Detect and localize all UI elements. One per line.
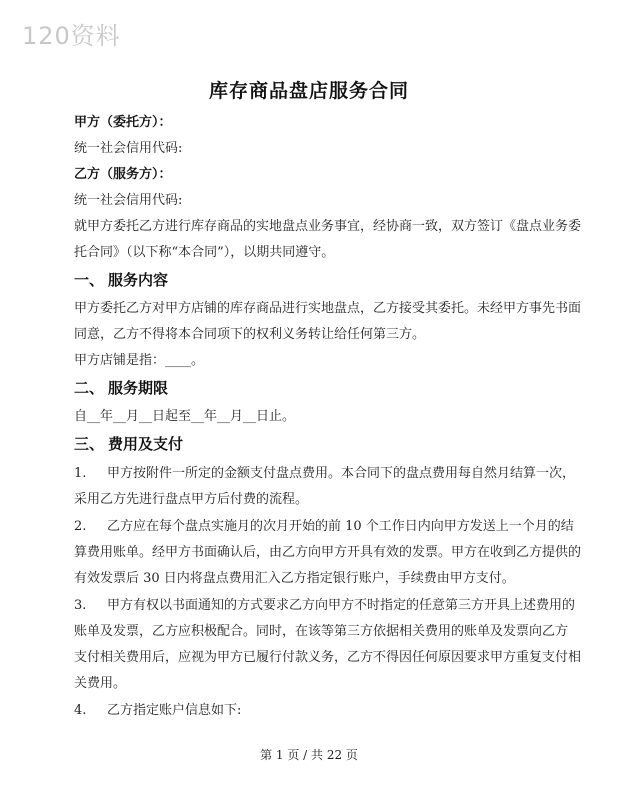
section-number: 三、 bbox=[74, 435, 105, 453]
fee-item-4 bbox=[74, 698, 554, 723]
fee-item-3-continued: 支付相关费用后，应视为甲方已履行付款义务，乙方不得因任何原因要求甲方重复支付相 bbox=[74, 650, 582, 665]
item-text: 甲方按附件一所定的金额支付盘点费用。本合同下的盘点费用每自然月结算一次， bbox=[107, 466, 576, 481]
intro-line: 就甲方委托乙方进行库存商品的实地盘点业务事宜，经协商一致，双方签订《盘点业务委 bbox=[74, 219, 582, 234]
item-text: 甲方有权以书面通知的方式要求乙方向甲方不时指定的任意第三方开具上述费用的 bbox=[107, 598, 576, 613]
section-number: 一、 bbox=[74, 271, 105, 289]
section-heading-service-content bbox=[74, 268, 554, 293]
party-a-credit-code: 统一社会信用代码: bbox=[74, 141, 183, 156]
section-title: 服务期限 bbox=[108, 379, 169, 397]
party-b-label: 乙方（服务方）： bbox=[74, 167, 172, 182]
intro-line: 托合同》（以下称“本合同”），以期共同遵守。 bbox=[74, 245, 335, 260]
watermark: 120资料 bbox=[22, 22, 121, 50]
section-1-line: 同意，乙方不得将本合同项下的权利义务转让给任何第三方。 bbox=[74, 327, 426, 342]
fee-item-3 bbox=[74, 593, 576, 618]
fee-item-1 bbox=[74, 461, 576, 486]
fee-item-3-continued: 关费用。 bbox=[74, 676, 127, 691]
fee-item-1-continued: 采用乙方先进行盘点甲方后付费的流程。 bbox=[74, 492, 309, 507]
fee-item-2-continued: 算费用账单。经甲方书面确认后，由乙方向甲方开具有效的发票。甲方在收到乙方提供的 bbox=[74, 545, 582, 560]
section-heading-service-term bbox=[74, 376, 554, 401]
item-number: 2. bbox=[74, 519, 87, 534]
section-number: 二、 bbox=[74, 379, 105, 397]
item-number: 3. bbox=[74, 598, 87, 613]
item-text: 乙方应在每个盘点实施月的次月开始的前 10 个工作日内向甲方发送上一个月的结 bbox=[107, 519, 574, 534]
item-text: 乙方指定账户信息如下: bbox=[107, 703, 242, 718]
fee-item-2 bbox=[74, 514, 574, 539]
party-b-credit-code: 统一社会信用代码: bbox=[74, 193, 183, 208]
section-title: 服务内容 bbox=[108, 271, 169, 289]
section-1-store-field: 甲方店铺是指：____。 bbox=[74, 353, 205, 368]
page-footer: 第 1 页 / 共 22 页 bbox=[260, 748, 358, 762]
fee-item-3-continued: 账单及发票，乙方应积极配合。同时，在该等第三方依据相关费用的账单及发票向乙方 bbox=[74, 624, 569, 639]
section-title: 费用及支付 bbox=[108, 435, 184, 453]
contract-title: 库存商品盘店服务合同 bbox=[208, 80, 409, 102]
item-number: 4. bbox=[74, 703, 87, 718]
section-heading-fees-payment bbox=[74, 432, 554, 457]
fee-item-2-continued: 有效发票后 30 日内将盘点费用汇入乙方指定银行账户，手续费由甲方支付。 bbox=[74, 571, 515, 586]
section-1-line: 甲方委托乙方对甲方店铺的库存商品进行实地盘点，乙方接受其委托。未经甲方事先书面 bbox=[74, 301, 582, 316]
item-number: 1. bbox=[74, 466, 87, 481]
party-a-label: 甲方（委托方）： bbox=[74, 115, 172, 130]
section-2-date-range: 自__年__月__日起至__年__月__日止。 bbox=[74, 409, 296, 424]
